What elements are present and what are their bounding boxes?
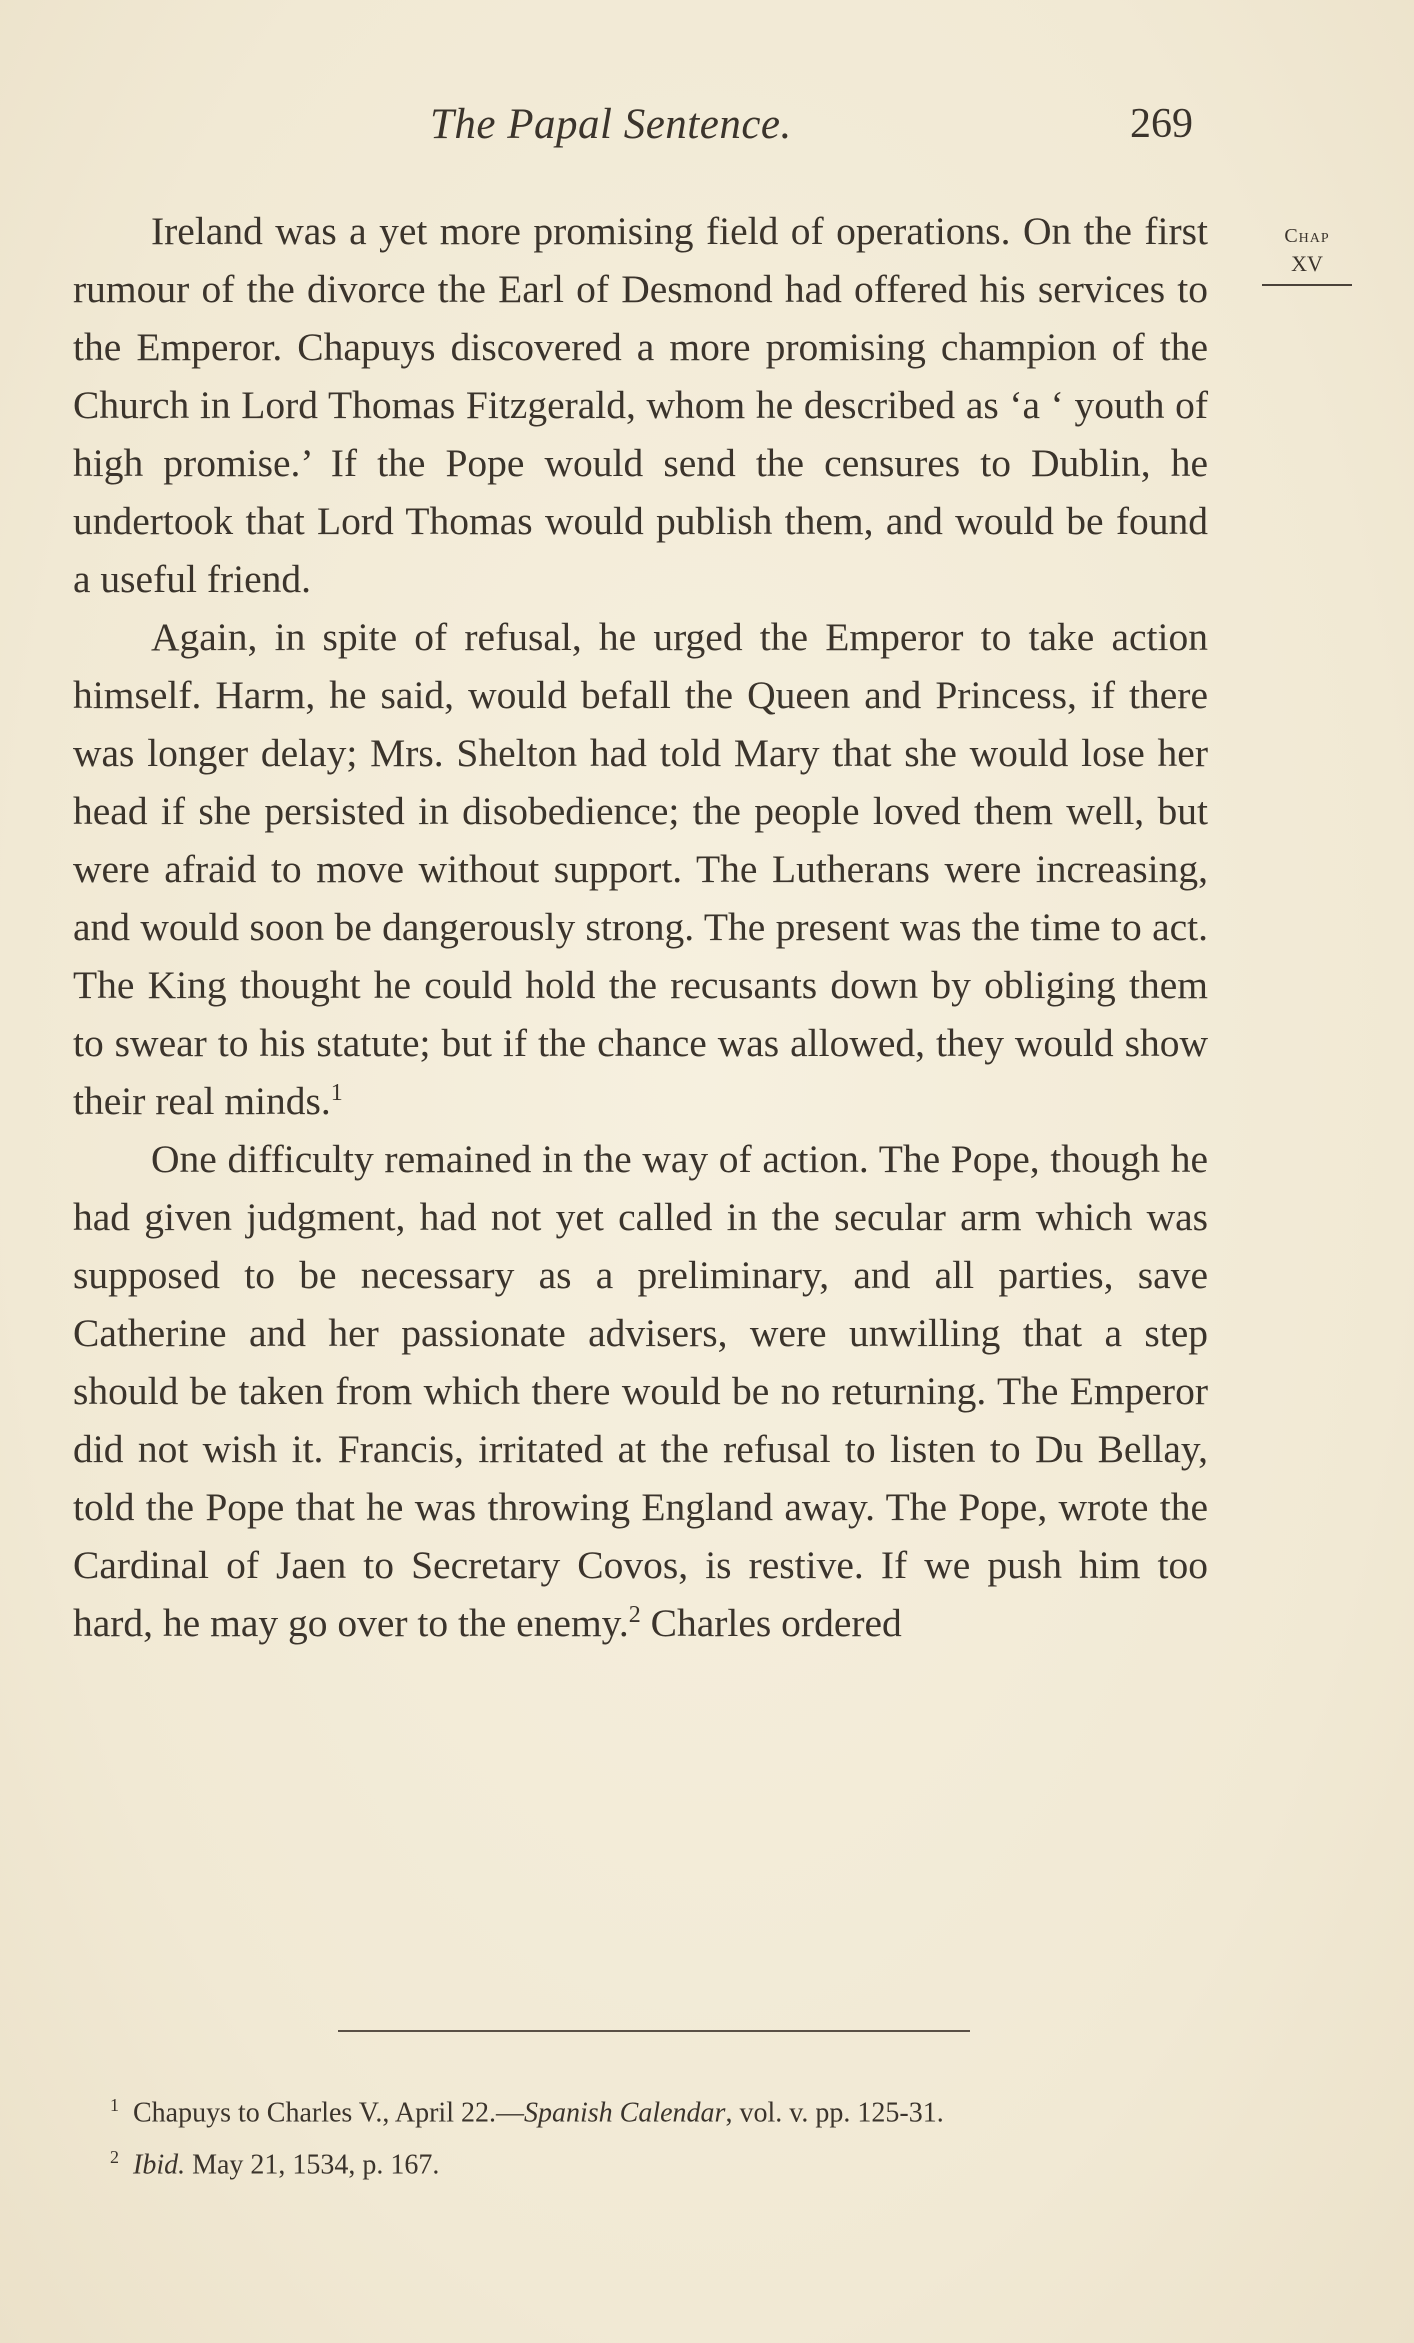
paragraph-text: Again, in spite of refusal, he urged the Emperor to take action himself. Harm, he said, would befall the Queen and Princess, if there was longer delay; Mrs. Shelton had told Mary that she would lose her head if she persisted in disobedience; the people loved them well, but were afraid to move without support. The Lutherans were increasing, and would soon be dangerously strong. The present was the time to act. The King thought he could hold the recusants down by obliging them to swear to his statute; but if the chance was allowed, they would show their real minds. — [73, 615, 1208, 1123]
footnote-mark: 1 — [110, 2095, 119, 2115]
paragraph-text: Ireland was a yet more promising field of operations. On the first rumour of the divorce the Earl of Desmond had offered his services to the Emperor. Chapuys discovered a more promising champion of the Church in Lord Thomas Fitzgerald, whom he described as ‘a ‘ youth of high promise.’ If the Pope would send the censures to Dublin, he undertook that Lord Thomas would publish them, and would be found a useful friend. — [73, 209, 1208, 601]
footnote-work-title: Spanish Calendar — [523, 2097, 726, 2129]
footnote — [110, 2135, 1220, 2187]
paragraph — [73, 1130, 1208, 1652]
footnote-separator — [338, 2030, 970, 2032]
page-number: 269 — [1130, 101, 1193, 147]
running-title: The Papal Sentence. — [430, 101, 792, 148]
chapter-number: XV — [1291, 251, 1323, 276]
chapter-label: Chap — [1284, 225, 1330, 247]
side-note-rule — [1262, 284, 1352, 286]
chapter-side-note — [1262, 222, 1352, 286]
footnote-lead: Chapuys to Charles V., April 22.— — [133, 2097, 524, 2129]
paragraph — [73, 202, 1208, 608]
body-text — [73, 202, 1208, 1652]
footnote-rest: May 21, 1534, p. 167. — [185, 2149, 440, 2181]
footnote-mark: 2 — [110, 2147, 119, 2168]
paragraph-text-continued: Charles ordered — [640, 1601, 902, 1645]
paragraph-text: One difficulty remained in the way of action. The Pope, though he had given judgment, had not yet called in the secular arm which was supposed to be necessary as a preliminary, and all parties, save Catherine and her passionate advisers, were unwilling that a step should be taken from which there would be no returning. The Emperor did not wish it. Francis, irritated at the refusal to listen to Du Bellay, told the Pope that he was throwing England away. The Pope, wrote the Cardinal of Jaen to Secretary Covos, is restive. If we push him too hard, he may go over to the enemy. — [73, 1137, 1208, 1645]
footnote-rest: , vol. v. pp. 125-31. — [725, 2097, 944, 2129]
paragraph — [73, 608, 1208, 1130]
footnote-ibid: Ibid. — [133, 2149, 186, 2181]
footnote-reference: 2 — [628, 1601, 641, 1628]
footnote-reference: 1 — [330, 1079, 343, 1106]
footnote — [110, 2083, 1220, 2135]
footnotes — [110, 2083, 1220, 2188]
